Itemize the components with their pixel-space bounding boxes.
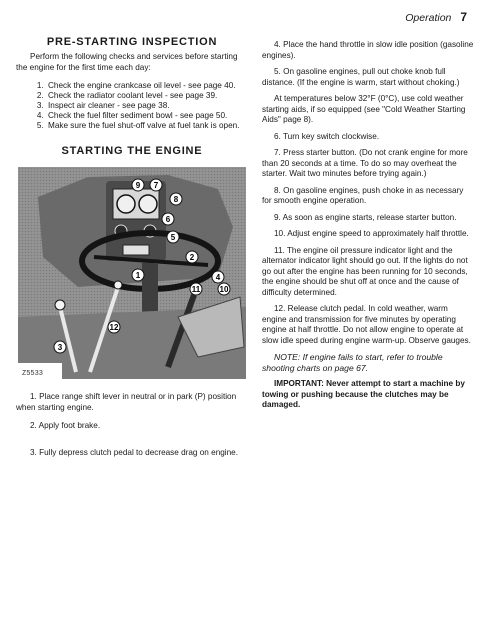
step-12: 12. Release clutch pedal. In cold weather, warm engine and transmission for five minutes by operating engine at half throttle. Do not allow engine to operate at slow idle speed during engine warm-up. Observe gauges. xyxy=(262,304,471,345)
callout-11: 11 xyxy=(191,285,201,294)
check-item: 1. Check the engine crankcase oil level - see page 40. xyxy=(46,81,248,91)
step-8: 8. On gasoline engines, push choke in as necessary for smooth engine operation. xyxy=(262,185,464,205)
step-11: 11. The engine oil pressure indicator light and the alternator indicator light should go out. If the lights do not go out after the engine has been running for 10 seconds, the engine should be shut off at once and the cause of difficulty determined. xyxy=(262,245,468,297)
check-list xyxy=(16,81,248,131)
step-1: 1. Place range shift lever in neutral or in park (P) position when starting engine. xyxy=(16,392,237,412)
page-number: 7 xyxy=(460,10,467,24)
callout-2: 2 xyxy=(189,253,195,262)
callout-4: 4 xyxy=(215,273,221,282)
step-3: 3. Fully depress clutch pedal to decrease drag on engine. xyxy=(30,447,239,457)
section-title: Operation xyxy=(405,12,452,24)
cold-weather-note: At temperatures below 32°F (0°C), use cold weather starting aids, if so equipped (see "Cold Weather Starting Aids" page 8). xyxy=(262,94,466,124)
page-header xyxy=(405,10,467,24)
pre-starting-heading: PRE-STARTING INSPECTION xyxy=(46,36,218,48)
step-9: 9. As soon as engine starts, release starter button. xyxy=(274,212,457,222)
check-item: 5. Make sure the fuel shut-off valve at fuel tank is open. xyxy=(46,121,248,131)
figure-code: Z5533 xyxy=(22,370,44,378)
check-item: 3. Inspect air cleaner - see page 38. xyxy=(46,101,248,111)
callout-3: 3 xyxy=(57,343,63,352)
callout-1: 1 xyxy=(135,271,141,280)
callout-7: 7 xyxy=(153,181,159,190)
step-5: 5. On gasoline engines, pull out choke knob full distance. (If the engine is warm, start without choking.) xyxy=(262,67,460,87)
right-column xyxy=(262,40,474,417)
step-2: 2. Apply foot brake. xyxy=(30,421,101,430)
troubleshooting-note: NOTE: If engine fails to start, refer to trouble shooting charts on page 67. xyxy=(262,352,443,373)
callout-8: 8 xyxy=(173,195,179,204)
tractor-controls-figure xyxy=(18,167,246,379)
important-warning: IMPORTANT: Never attempt to start a machine by towing or pushing because the clutches may be damaged. xyxy=(262,379,465,409)
step-7: 7. Press starter button. (Do not crank engine for more than 20 seconds at a time. To do so may overheat the starter. Wait two minutes before trying again.) xyxy=(262,148,468,178)
callout-10: 10 xyxy=(219,285,229,294)
pre-starting-intro: Perform the following checks and services before starting the engine for the first time each day: xyxy=(16,52,238,72)
check-item: 2. Check the radiator coolant level - see page 39. xyxy=(46,91,248,101)
callout-6: 6 xyxy=(165,215,171,224)
step-10: 10. Adjust engine speed to approximately half throttle. xyxy=(274,229,469,238)
left-column xyxy=(16,36,248,458)
callout-5: 5 xyxy=(170,233,176,242)
check-item: 4. Check the fuel filter sediment bowl - see page 50. xyxy=(46,111,248,121)
callout-9: 9 xyxy=(135,181,141,190)
step-4: 4. Place the hand throttle in slow idle position (gasoline engines). xyxy=(262,40,474,60)
starting-heading: STARTING THE ENGINE xyxy=(61,145,203,157)
step-6: 6. Turn key switch clockwise. xyxy=(274,131,380,141)
callout-12: 12 xyxy=(109,323,119,332)
